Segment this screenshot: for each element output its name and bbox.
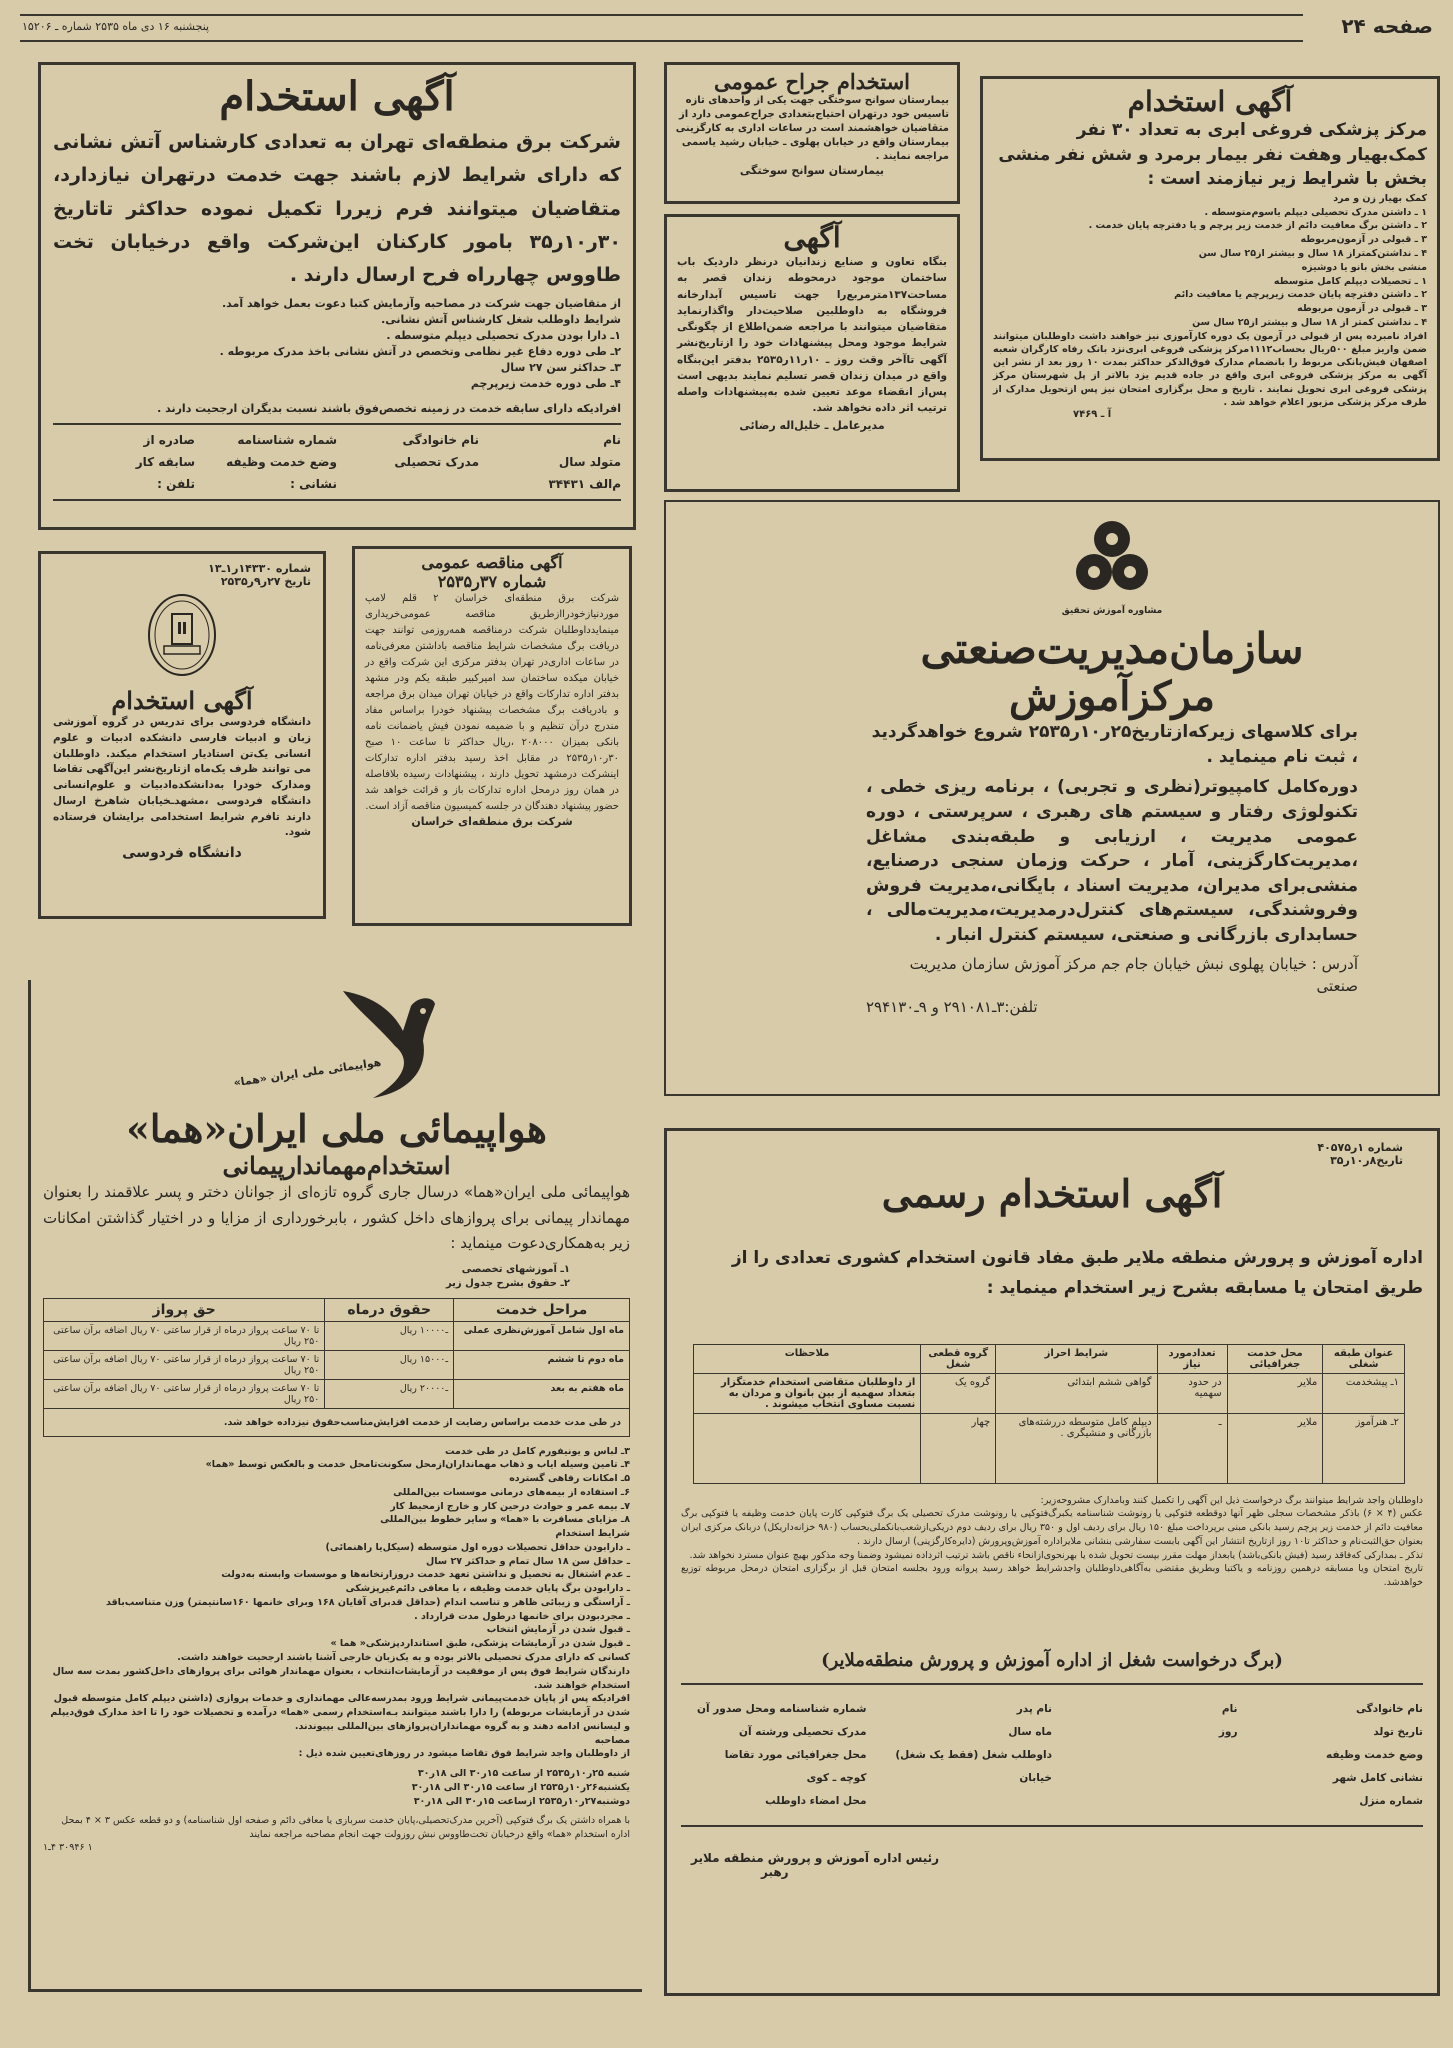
form-field-label: تاریخ تولد [1373,1725,1423,1738]
condition-item: ۲ ـ داشتن برگ معافیت دائم از خدمت زیر پرچم و یا دفترچه پایان خدمت . [1088,220,1427,232]
condition-item: ۲ـ طی دوره دفاع غیر نظامی وتخصص در آتش نشانی باخذ مدرک مربوطه . [219,345,621,359]
page-number: صفحه ۲۴ [1341,14,1433,38]
ad-body [681,1494,1423,1590]
form-field-label: نام خانوادگی [402,432,479,447]
form-field-label: شماره منزل [1359,1794,1423,1807]
signature-name: رهبر [761,1864,789,1879]
benefit-item: ۲ـ حقوق بشرح جدول زیر [445,1278,570,1289]
ad-paragraph: تاریخ امتحان ویا مسابقه درهمین روزنامه و یاکتبا وبطریق مقتضی به‌آگاهی‌داوطلبان واجدشرایط خواهد رسید پروانه ورود بجلسه امتحان قبل از برگزاری امتحان درمحل مربوطه توزیع خواهدشد. [681,1563,1423,1589]
condition-item: منشی بخش بانو یا دوشیزه [1301,261,1427,273]
form-field-label: مدرک تحصیلی [394,454,479,469]
form-field-label: م‌الف ۳۴۴۳۱ [548,476,621,491]
condition-item: ۱ـ دارا بودن مدرک تحصیلی دیپلم متوسطه . [386,329,621,343]
homa-logo [43,986,630,1106]
divider [53,499,621,501]
university-seal-icon [146,592,218,678]
ad-signature: دانشگاه فردوسی [122,845,242,861]
table-cell [693,1413,921,1483]
table-row [693,1373,1404,1413]
condition-item: ـ قبول شدن در آزمایشات پزشکی، طبق استانداردپزشکی« هما » [330,1638,630,1650]
ad-title: آگهی استخدام [1127,85,1293,118]
table-row [44,1321,630,1350]
condition-item: ۲ ـ داشتن دفترچه پایان خدمت زیرپرچم یا معافیت دائم [1174,289,1427,301]
ad-intro: برای کلاسهای زیرکه‌ازتاریخ۲۵ر۱۰ر۲۵۳۵ شروع خواهدگردید ، ثبت نام مینماید . [871,722,1358,767]
ad-public-tender [352,546,632,926]
logo-caption: هواپیمائی ملی ایران «هما» [232,1055,383,1090]
condition-item: ۱ ـ تحصیلات دیپلم کامل متوسطه [1273,275,1427,287]
form-field-label: نشانی کامل شهر [1332,1771,1423,1784]
table-cell: ملایر [1227,1373,1323,1413]
condition-item: ۴ـ طی دوره خدمت زیرپرچم [470,376,621,390]
condition-item: ۵ـ امکانات رفاهی گسترده [509,1473,630,1485]
form-field-label: مدرک تحصیلی ورشته آن [739,1725,867,1738]
table-cell: ـ۱۵۰۰۰ ریال [325,1350,454,1379]
column-header: حقوق درماه [325,1298,454,1321]
form-field-label: متولد سال [558,454,621,469]
condition-item: ـ حداقل سن ۱۸ سال تمام و حداکثر ۲۷ سال [425,1555,630,1567]
condition-item: از متقاضیان جهت شرکت در مصاحبه وآزمایش کتبا دعوت بعمل خواهد آمد. [222,297,621,311]
ad-body: بیمارستان سوانح سوختگی جهت یکی از واحدهای تازه تاسیس خود درتهران احتیاج‌بتعدادی جراح‌عمومی دارد از متقاضیان خواهشمند است در ساعات اداری به کارگزینی بیمارستان واقع در خیابان پهلوی ـ خیابان رشید یاسمی مراجعه نمایند . [675,95,949,162]
ad-title: هواپیمائی ملی ایران«هما» [126,1106,547,1151]
ad-phone: تلفن:۳ـ۲۹۱۰۸۱ و ۹ـ۲۹۴۱۳۰ [866,998,1038,1017]
condition-item: ۴ـ تامین وسیله ایاب و ذهاب مهمانداران‌ازمحل سکونت‌تامحل خدمت و بالعکس توسط «هما» [205,1459,630,1471]
form-field-label: وضع خدمت وظیفه [226,454,337,469]
ad-paragraph: تذکر ـ بمدارکی که‌فاقد رسید (فیش بانکی‌باشد) یابعداز مهلت مقرر بپست تحویل شده یا بهرنحوی‌ازانحاء ناقص باشد ترتیب اثرداده نمیشود وضمنا وجه مذکور بهیچ عنوان مسترد نخواهد شد. [689,1549,1423,1561]
condition-item: از داوطلبان واجد شرایط فوق تقاضا میشود در روزهای‌تعیین شده ذیل : [298,1748,630,1760]
ad-title: آگهی مناقصه عمومی [421,553,563,572]
condition-item: مصاحبه [594,1734,630,1746]
form-field-label: نام خانوادگی [1356,1702,1423,1715]
logo-caption: مشاوره آموزش تحقیق [1061,606,1163,616]
ad-body: دانشگاه فردوسی برای تدریس در گروه آموزشی زبان و ادبیات فارسی دانشکده ادبیات و علوم انسانی یک‌تن استادیار استخدام میکند. داوطلبان می توانند ظرف یک‌ماه ازتاریخ‌نشر این‌آگهی تقاضا ومدارک خودرا به‌دانشکده‌ادبیات و علوم‌انسانی دانشگاه فردوسی ،مشهدـخیابان شاهرخ ارسال دارند تافرم شرایط استخدامی برایشان فرستاده شود. [53,716,311,839]
condition-item: ـ آراستگی و زیبائی ظاهر و تناسب اندام (حداقل قدبرای آقایان ۱۶۸ وبرای خانمها ۱۶۰سانتیمتر) وزن متناسب‌باقد [105,1596,630,1608]
ad-lead: اداره آموزش و پرورش منطقه ملایر طبق مفاد قانون استخدام کشوری تعدادی را از طریق امتحان یا مسابقه بشرح زیر استخدام مینماید : [731,1248,1423,1298]
ad-address: آدرس : خیابان پهلوی نبش خیابان جام جم مرکز آموزش سازمان مدیریت صنعتی [909,954,1358,995]
form-field-label [1052,1749,1238,1761]
ad-surgeon [664,62,960,204]
ad-title: سازمان‌مدیریت‌صنعتی [920,624,1304,673]
column-header: گروه قطعی شغل [921,1344,996,1373]
condition-item: ۳ ـ قبولی در آزمون‌مربوطه [1300,234,1427,246]
table-cell: از داوطلبان متقاضی استخدام خدمتگزار بتعداد سهمیه از بین بانوان و مردان به نسبت مساوی انتخاب میشوند . [693,1373,921,1413]
column-header: عنوان طبقه شغلی [1323,1344,1405,1373]
interview-date: دوشنبه۲۷ر۱۰ر۲۵۳۵ ازساعت ۱۵ر۳۰ الی ۱۸ر۳۰ [413,1795,630,1807]
ad-number: شماره ۳۷ر۲۵۳۵ [437,572,547,591]
table-footnote-row [44,1408,630,1436]
form-field-label: محل امضاء داوطلب [765,1794,867,1807]
ad-tehran-electric [38,62,636,530]
ad-industrial-management [664,500,1440,1096]
issue-date: پنجشنبه ۱۶ دی ماه ۲۵۳۵ شماره ـ ۱۵۲۰۶ [22,20,210,33]
form-title: (برگ درخواست شغل از اداره آموزش و پرورش منطقه‌ملایر) [821,1649,1283,1671]
ad-body: افراد نامبرده پس از قبولی در آزمون یک دوره کارآموزی نیز خواهند داشت داوطلبان میتوانند ضمن واریز مبلغ ۵۰۰ریال بحساب۱۱۱۲مرکز پزشکی فروغی ابری‌نزد بانک رفاه کارگران شعبه اصفهان فیش‌بانکی مربوط را بانضمام مدارک فوق‌الذکر حداکثر بمدت ۱۰ روز بعد از نشر این آگهی به مرکز پزشکی فروغی ابری واقع در جاده قدیم یزد بالاتر از پل شهرستان مرکز پزشکی فروغی ابری تحویل نمایند . تاریخ و محل برگزاری امتحان نیز پس ازتحویل مدارک از طرف مرکز پزشکی مزبور اعلام خواهد شد . [993,330,1427,409]
table-cell: چهار [921,1413,996,1483]
table-cell: ۱ـ پیشخدمت [1323,1373,1405,1413]
condition-item: کمک بهیار زن و مرد [1333,192,1427,204]
table-cell: در حدود سهمیه [1157,1373,1227,1413]
job-application-form [681,1693,1423,1817]
table-cell: ـ [1157,1413,1227,1483]
form-field-label: محل جغرافیائی مورد تقاضا [724,1748,867,1761]
table-cell: ۲ـ هنرآموز [1323,1413,1405,1483]
ad-title: استخدام جراح عمومی [713,69,911,94]
application-form [53,433,621,491]
ad-paragraph: داوطلبان واجد شرایط میتوانند برگ درخواست ذیل این آگهی را تکمیل کنند وبامدارک مشروحه‌زیر: [1040,1494,1423,1506]
condition-item: ۳ـ لباس و یونیفورم کامل در طی خدمت [444,1445,630,1457]
university-seal [53,592,311,682]
ad-number: شماره ۱ر۴۰۵۷۵ [1317,1141,1403,1154]
condition-item: ۱ ـ داشتن مدرک تحصیلی دیپلم یاسوم‌متوسطه . [1204,206,1427,218]
table-cell: تا ۷۰ ساعت پرواز درماه از قرار ساعتی ۷۰ ریال اضافه برآن ساعتی ۲۵۰ ریال [44,1379,325,1408]
table-cell: گروه یک [921,1373,996,1413]
conditions-list [43,1445,630,1762]
form-field-label: تلفن : [157,476,195,491]
conditions-list [993,192,1427,330]
ad-paragraph: عکس (۴ × ۶) باذکر مشخصات سجلی ظهر آنها دوقطعه فتوکپی یا رونوشت شناسنامه یکبرگ‌فتوکپی یا رونوشت مدرک تحصیلی یک برگ فتوکپی کارت پایان خدمت وظیفه یا فتوکپی برگ معافیت دائم از خدمت زیر پرچم رسید بانکی مبنی برپرداخت مبلغ ۱۵۰ ریال برای ردیف اول و ۳۵۰ ریال برای ردیف دوم دریکی‌ازشعب‌بانکملی‌بحساب (۹۸۰ خزانه‌داریکل) دربانک مرکزی ایران بعنوان حق‌الثبت‌نام و حداکثر تا۱۰ روز ازتاریخ انتشار این آگهی بابست سفارشی بنشانی ملایراداره آموزش‌وپرورش (دایره‌کارگزینی) ارسال دارند . [681,1508,1424,1547]
ad-lead: مرکز پزشکی فروغی ابری به تعداد ۳۰ نفر کمک‌بهیار وهفت نفر بیمار برمرد و شش نفر منشی بخش با شرایط زیر نیازمند است : [998,120,1427,190]
column-header: مراحل خدمت [454,1298,630,1321]
ad-code: ۱ ۳۰۹۴۶ ۴ـ۱ [43,1841,93,1853]
form-field-label: صادره از [143,432,195,447]
form-field-label: سابقه کار [135,454,195,469]
table-cell: گواهی ششم ابتدائی [996,1373,1157,1413]
condition-item: ۸ـ مزایای مسافرت با «هما» و سایر خطوط بین‌المللی [380,1514,630,1526]
column-header: محل خدمت جغرافیائی [1227,1344,1323,1373]
benefits-list [43,1263,570,1292]
ad-body: شرکت برق منطقه‌ای خراسان ۲ قلم لامپ موردنیازخودرااز‌طریق مناقصه عمومی‌خریداری مینمایدداوطلبان شرکت درمناقصه همه‌روزمی توانند جهت دریافت برگ مشخصات شرایط مناقصه باداشتن معرفی‌نامه در ساعات اداری‌در تهران بدفتر مرکزی این شرکت واقع در خیابان میکده ساختمان سد امیرکبیر طبقه یکم ودر مشهد بدفتر اداره تدارکات واقع در خیابان تهران میدان برق مراجعه و بادریافت برگ مشخصات پیشنهاد خودرا براساس مفاد مندرج درآن تنظیم و با ضمیمه نمودن فیش یاضمانت نامه بانکی بمیزان ۲۰۸۰۰۰ ،ریال حداکثر تا ساعت ۱۰ صبح ۳۰ر۱۰ر۲۵۳۵ در مقابل اخذ رسید بدفتر اداره تدارکات اینشرکت درمشهد تحویل دارند ، پیشنهادات رسیده بلافاصله در همان روز درمحل اداره تدارکات باز و قرائت خواهد شد حضور پیشنهاد دهندگان در جلسه کمیسیون مناقصه آزاد است. [365,593,620,812]
positions-table [693,1344,1405,1484]
form-field-label [867,1795,1053,1807]
management-logo-icon [1067,512,1157,602]
table-row [44,1350,630,1379]
condition-item: ـ مجردبودن برای خانمها درطول مدت قرارداد . [414,1610,630,1622]
ad-intro: هواپیمائی ملی ایران«هما» درسال جاری گروه تازه‌ای از جوانان دختر و پسر علاقمند را بعنوان مهماندار پیمانی برای پروازهای داخل کشور ، بابرخورداری از مزایا و در اختیار گذاشتن امکانات زیر به‌همکاری‌دعوت مینماید : [43,1183,630,1252]
form-field-label: شماره شناسنامه ومحل صدور آن [697,1702,867,1715]
benefit-item: ۱ـ آموزشهای تخصصی [461,1263,570,1275]
form-field-label: نشانی : [290,476,337,491]
table-cell: ماه دوم تا ششم [454,1350,630,1379]
table-cell: ملایر [1227,1413,1323,1483]
table-cell: دیپلم کامل متوسطه دررشته‌های بازرگانی و منشیگری . [996,1413,1157,1483]
ad-ferdowsi-university [38,551,326,919]
condition-item: دارندگان شرایط فوق پس از موفقیت در آزمایشات‌انتخاب ، بعنوان مهماندار هوائی برای پروازهای داخل‌کشور بمدت سه سال استخدام خواهند شد. [52,1665,630,1691]
column-header: شرایط احراز [996,1344,1157,1373]
salary-table [43,1298,630,1437]
ad-signature: شرکت برق منطقه‌ای خراسان [411,815,573,828]
ad-date: تاریخ۸ر۱۰ر۳۵ [1330,1154,1403,1167]
table-cell: تا ۷۰ ساعت پرواز درماه از قرار ساعتی ۷۰ ریال اضافه برآن ساعتی ۲۵۰ ریال [44,1350,325,1379]
ad-subtitle: استخدام‌مهماندارپیمانی [222,1151,451,1180]
ad-title: آگهی استخدام [219,73,455,120]
table-header-row [693,1344,1404,1373]
form-field-label: نام [603,432,621,447]
form-field-label: ماه سال [1008,1725,1052,1738]
conditions-list [53,296,621,392]
ad-homa-airline [28,980,642,1992]
form-field-label: خیابان [1019,1771,1052,1784]
ad-medical-center [980,76,1440,461]
table-cell: ماه هفتم به بعد [454,1379,630,1408]
form-field-label: کوچه ـ کوی [806,1771,867,1784]
condition-item: ۳ـ حداکثر سن ۲۷ سال [500,361,621,374]
homa-bird-logo-icon [333,986,443,1101]
condition-item: کسانی که دارای مدرک تحصیلی بالاتر بوده و به یک‌زبان خارجی آشنا باشند ارجحیت خواهند داشت. [177,1651,630,1663]
ad-subtitle: مرکزآموزش [1009,673,1215,720]
condition-item: ۴ ـ نداشتن‌کمتراز ۱۸ سال و بیشتر از۲۵ سال سن [1198,247,1427,259]
ad-title: آگهی [783,221,841,254]
ad-code: آ ـ ۷۴۶۹ [1073,409,1112,421]
column-header: حق پرواز [44,1298,325,1321]
divider [53,423,621,425]
condition-item: شرایط استخدام [555,1528,630,1540]
ad-title: آگهی استخدام [111,686,253,715]
form-field-label: داوطلب شغل (فقط یک شغل) [895,1748,1052,1761]
table-cell: ـ۱۰۰۰۰ ریال [325,1321,454,1350]
condition-item: ـ قبول شدن در آزمایش انتخاب [486,1624,630,1636]
table-footnote: در طی مدت خدمت براساس رضایت از خدمت افزایش‌مناسب‌حقوق نیزداده خواهد شد. [44,1408,630,1436]
form-field-label: روز [1218,1725,1238,1738]
condition-item: شرایط داوطلب شغل کارشناس آتش نشانی. [381,313,621,327]
form-field-label: نام پدر [1016,1702,1052,1715]
table-cell: تا ۷۰ ساعت پرواز درماه از قرار ساعتی ۷۰ ریال اضافه برآن ساعتی ۲۵۰ ریال [44,1321,325,1350]
condition-item: افرادیکه پس از پایان خدمت‌پیمانی شرایط ورود بمدرسه‌عالی مهمانداری و خدمات پروازی (داشتن دیپلم کامل متوسطه قبول شدن در آزمایشات مربوطه) را دارا باشند میتوانند بـه‌استخدام رسمی «هما» درآمده و تحصیلات خود را تا اخذ مدارک فوق‌دیپلم و لیسانس ادامه دهند و به گروه مهمانداران‌پروازهای بین‌المللی بپیوندند. [50,1693,630,1732]
table-row [693,1413,1404,1483]
ad-note: افرادیکه دارای سابقه خدمت در زمینه تخصص‌فوق باشند نسبت بدیگران ارجحیت دارند . [157,401,621,415]
ad-signature: بیمارستان سوانح سوختگی [739,164,885,177]
condition-item: ۳ ـ قبولی در آزمون مربوطه [1297,303,1427,315]
condition-item: ـ دارابودن حداقل تحصیلات دوره اول متوسطه (سیکل‌یا راهنمائی) [325,1541,630,1553]
condition-item: ۷ـ بیمه عمر و حوادث درحین کار و خارج ازمحیط کار [390,1500,630,1512]
table-cell: ـ۲۰۰۰۰ ریال [325,1379,454,1408]
signature-title: رئیس اداره آموزش و پرورش منطقه ملایر [691,1850,940,1865]
form-field-label [1052,1772,1238,1784]
interview-date: یکشنبه۲۶ر۱۰ر۲۵۳۵ از ساعت ۱۵ر۳۰ الی ۱۸ر۳۰ [411,1781,630,1793]
interview-date: شنبه ۲۵ر۱۰ر۲۵۳۵ از ساعت ۱۵ر۳۰ الی ۱۸ر۳۰ [417,1768,630,1780]
condition-item: ۴ ـ نداشتن کمتر از ۱۸ سال و بیشتر از۲۵ سال سن [1192,316,1427,328]
form-field-label: نام [1221,1702,1238,1715]
form-field-label: شماره شناسنامه [237,432,337,447]
form-field-label [1052,1795,1238,1807]
condition-item: ۶ـ استفاده از بیمه‌های درمانی موسسات بین‌المللی [393,1486,630,1498]
logo [866,512,1358,616]
ad-prison [664,214,960,492]
header-rule-top [20,14,1303,16]
ad-title: آگهی استخدام رسمی [881,1171,1223,1216]
interview-schedule [43,1767,630,1808]
ad-lead: شرکت برق منطقه‌ای تهران به تعدادی کارشناس آتش نشانی که دارای شرایط لازم باشند جهت خدمت درتهران نیازدارد، متقاضیان میتوانند فرم زیررا تکمیل نموده حداکثر تاتاریخ ۳۰ر۱۰ر۳۵ بامور کارکنان این‌شرکت واقع درخیابان تخت طاووس چهارراه فرح ارسال دارند . [53,131,621,286]
header-rule-bottom [20,40,1303,42]
ad-signature: مدیرعامل ـ خلیل‌اله رضائی [739,418,885,432]
ad-malayer-education [664,1128,1440,1996]
ad-number: شماره ۱۴۳۳۰ر۱ـ۱۳ [208,562,311,575]
table-header-row [44,1298,630,1321]
condition-item: ـ عدم اشتغال به تحصیل و نداشتن تعهد خدمت دروزارتخانه‌ها و موسسات وابسته به‌دولت [221,1569,630,1581]
divider [681,1683,1423,1685]
ad-body: بنگاه تعاون و صنایع زندانیان درنظر داردیک باب ساختمان موجود درمحوطه زندان قصر به مساحت۱۳۷مترمربع‌را جهت تاسیس آبدارخانه فروشگاه به داوطلبین صلاحیت‌دار واگذارنماید متقاضیان میتوانند با مراجعه ضمن‌اطلاع از چگونگی شرایط موجود ومحل پیشنهادات خود را ازتاریخ‌نشر آگهی تاآخر وقت روز ـ ۱۰ر۱۱ر۲۵۳۵ بدفتر این‌بنگاه واقع در میدان زندان قصر تسلیم نمایند بدیهی است پس‌از انقضاء موعد تعیین شده به‌پیشنهادات واصله ترتیب اثر داده نخواهد شد. [677,256,948,415]
form-field-label [337,477,479,491]
divider [681,1825,1423,1827]
form-field-label: وضع خدمت وظیفه [1325,1748,1423,1761]
ad-courses: دوره‌کامل کامپیوتر(نظری و تجربی) ، برنامه ریزی خطی ، تکنولوژی رفتار و سیستم های رهبری ، سرپرستی ، دوره عمومی مدیریت ، ارزیابی و طبقه‌بندی مشاغل ،مدیریت‌کارگزینی، آمار ، حرکت وزمان سنجی درصنایع، منشی‌برای مدیران، مدیریت اسناد ، بایگانی،مدیریت فروش وفروشندگی، سیستم‌های کنترل‌درمدیریت،مدیریت‌مالی ، حسابداری بازرگانی و صنعتی، سیستم کنترل انبار . [866,777,1358,946]
column-header: تعدادمورد نیاز [1157,1344,1227,1373]
condition-item: ـ دارابودن برگ پایان خدمت وظیفه ، یا معافی دائم‌غیرپزشکی [345,1583,630,1595]
table-row [44,1379,630,1408]
table-cell: ماه اول شامل آموزش‌نظری عملی [454,1321,630,1350]
ad-closing: با همراه داشتن یک برگ فتوکپی (آخرین مدرک‌تحصیلی،پایان خدمت سربازی یا معافی دائم و صفحه اول شناسنامه) و دو قطعه عکس ۳ × ۴ بمحل اداره استخدام «هما» واقع درخیابان تخت‌طاووس نبش روزولت جهت انجام مصاحبه مراجعه نمایند [61,1815,630,1841]
column-header: ملاحظات [693,1344,921,1373]
ad-date: تاریخ ۲۷ر۹ر۲۵۳۵ [220,575,311,588]
